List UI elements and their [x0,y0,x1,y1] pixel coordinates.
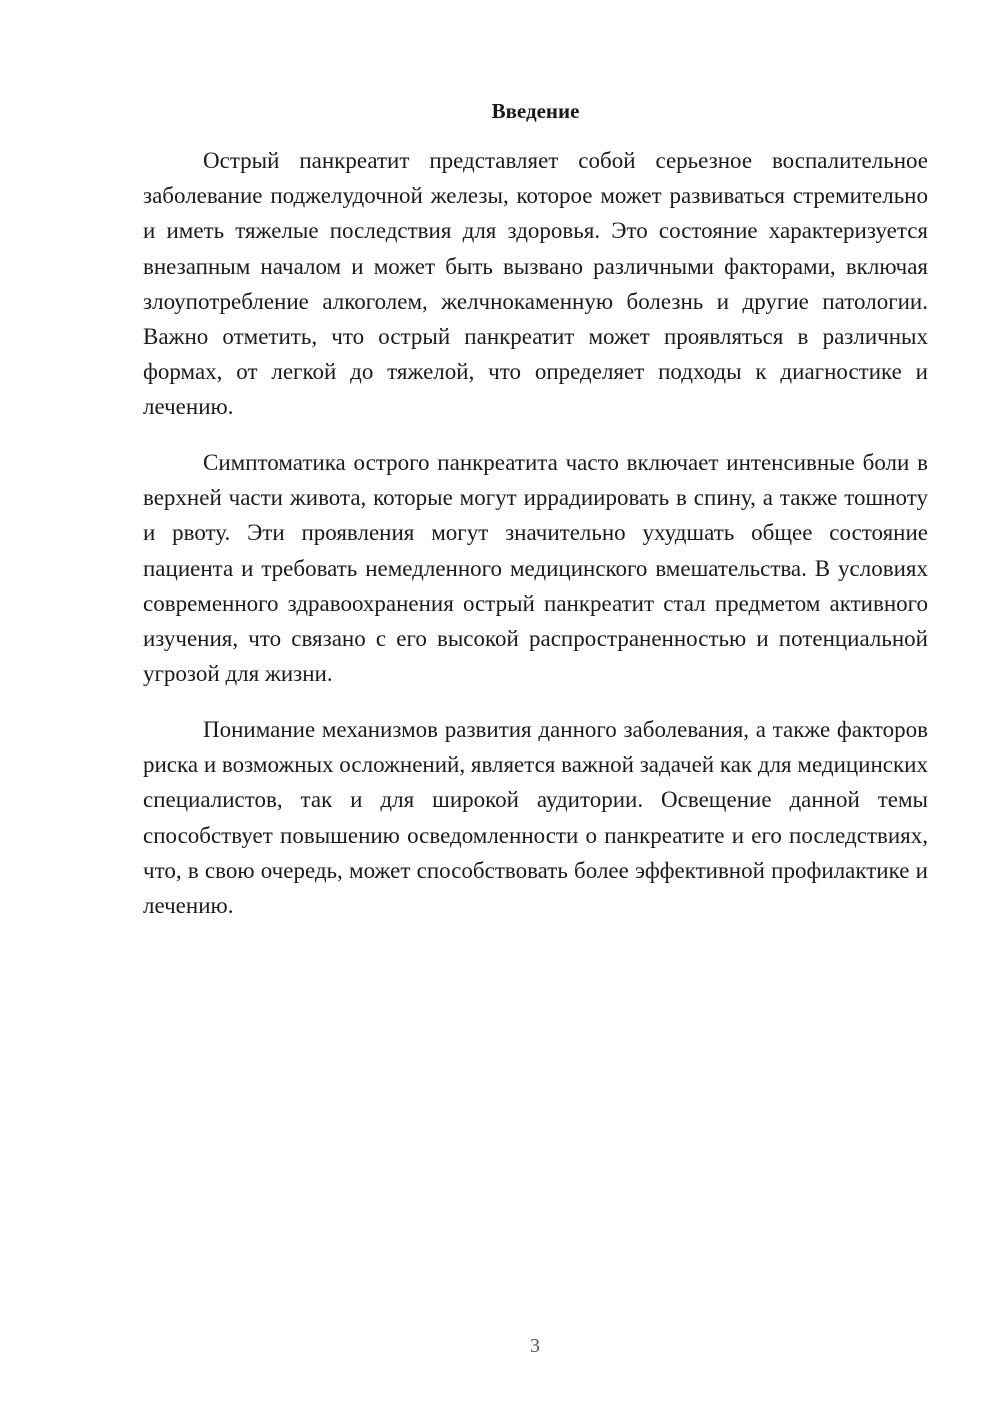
paragraph: Понимание механизмов развития данного заболевания, а также факторов риска и возможных осложнений, является важной задачей как для медицинских специалистов, так и для широкой аудитории. Освещение данной темы способствует повышению осведомленности о панкреатите и его последствиях, что, в свою очередь, может способствовать более эффективной профилактике и лечению. [143,717,928,919]
paragraph: Симптоматика острого панкреатита часто включает интенсивные боли в верхней части живота, которые могут иррадиировать в спину, а также тошноту и рвоту. Эти проявления могут значительно ухудшать общее состояние пациента и требовать немедленного медицинского вмешательства. В условиях современного здравоохранения острый панкреатит стал предметом активного изучения, что связано с его высокой распространенностью и потенциальной угрозой для жизни. [143,450,928,687]
paragraph: Острый панкреатит представляет собой серьезное воспалительное заболевание поджелудочной железы, которое может развиваться стремительно и иметь тяжелые последствия для здоровья. Это состояние характеризуется внезапным началом и может быть вызвано различными факторами, включая злоупотребление алкоголем, желчнокаменную болезнь и другие патологии. Важно отметить, что острый панкреатит может проявляться в различных формах, от легкой до тяжелой, что определяет подходы к диагностике и лечению. [143,148,928,420]
paragraph-block [143,143,928,425]
section-heading: Введение [491,99,580,123]
paragraph-block [143,712,928,923]
page-number: 3 [530,1335,540,1357]
paragraph-block [143,445,928,691]
